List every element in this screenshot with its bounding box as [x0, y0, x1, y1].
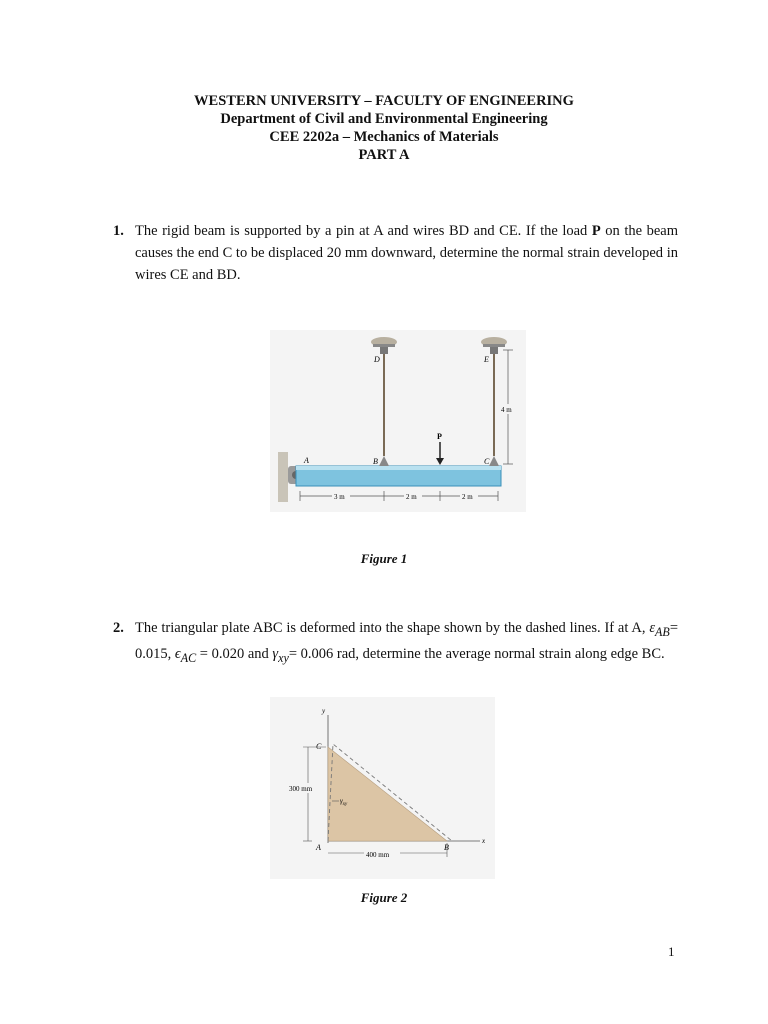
label-x: x [482, 837, 486, 845]
label-c: C [316, 742, 322, 751]
question-1 [113, 220, 678, 286]
figure-2 [270, 697, 495, 879]
university-title: WESTERN UNIVERSITY – FACULTY OF ENGINEERING [194, 93, 574, 109]
figure-2-caption: Figure 2 [360, 890, 408, 905]
part-title: PART A [358, 147, 410, 163]
label-e: E [484, 355, 489, 364]
label-gamma: $\gamma_{xy}$ [340, 797, 348, 807]
dim-p-to-c: 2 m [462, 493, 473, 501]
document-header [0, 92, 768, 164]
label-b: B [444, 843, 449, 852]
dim-vertical: 300 mm [289, 785, 313, 793]
dim-b-to-p: 2 m [406, 493, 417, 501]
label-a: A [316, 843, 321, 852]
question-1-text: The rigid beam is supported by a pin at A and wires BD and CE. If the load P on the beam causes the end C to be displaced 20 mm downward, determine the normal strain developed in wires CE and BD. [135, 223, 678, 283]
question-2-number: 2. [113, 620, 124, 636]
label-d: D [374, 355, 380, 364]
dim-horizontal: 400 mm [366, 851, 390, 859]
course-title: CEE 2202a – Mechanics of Materials [269, 129, 499, 145]
question-2-text: The triangular plate ABC is deformed into the shape shown by the dashed lines. If at A, $\varepsilon_{AB}= 0.015$, $\epsilon_{AC} = 0.020$ and $\gamma_{xy}= 0.006$ rad, determine the average normal strain along edge BC. [135, 620, 678, 665]
label-y: y [322, 707, 326, 715]
page-number: 1 [668, 944, 675, 959]
label-a: A [304, 456, 309, 465]
question-1-number: 1. [113, 223, 124, 239]
figure-2-diagram [270, 697, 495, 879]
dim-wire-ce: 4 m [501, 406, 512, 414]
label-b: B [373, 457, 378, 466]
figure-1-caption: Figure 1 [360, 551, 408, 566]
figure-1 [270, 330, 526, 512]
label-c: C [484, 457, 490, 466]
figure-1-diagram [270, 330, 526, 512]
department-title: Department of Civil and Environmental Engineering [220, 111, 548, 127]
label-p: P [437, 432, 442, 441]
dim-ab: 3 m [334, 493, 345, 501]
question-2 [113, 617, 678, 669]
